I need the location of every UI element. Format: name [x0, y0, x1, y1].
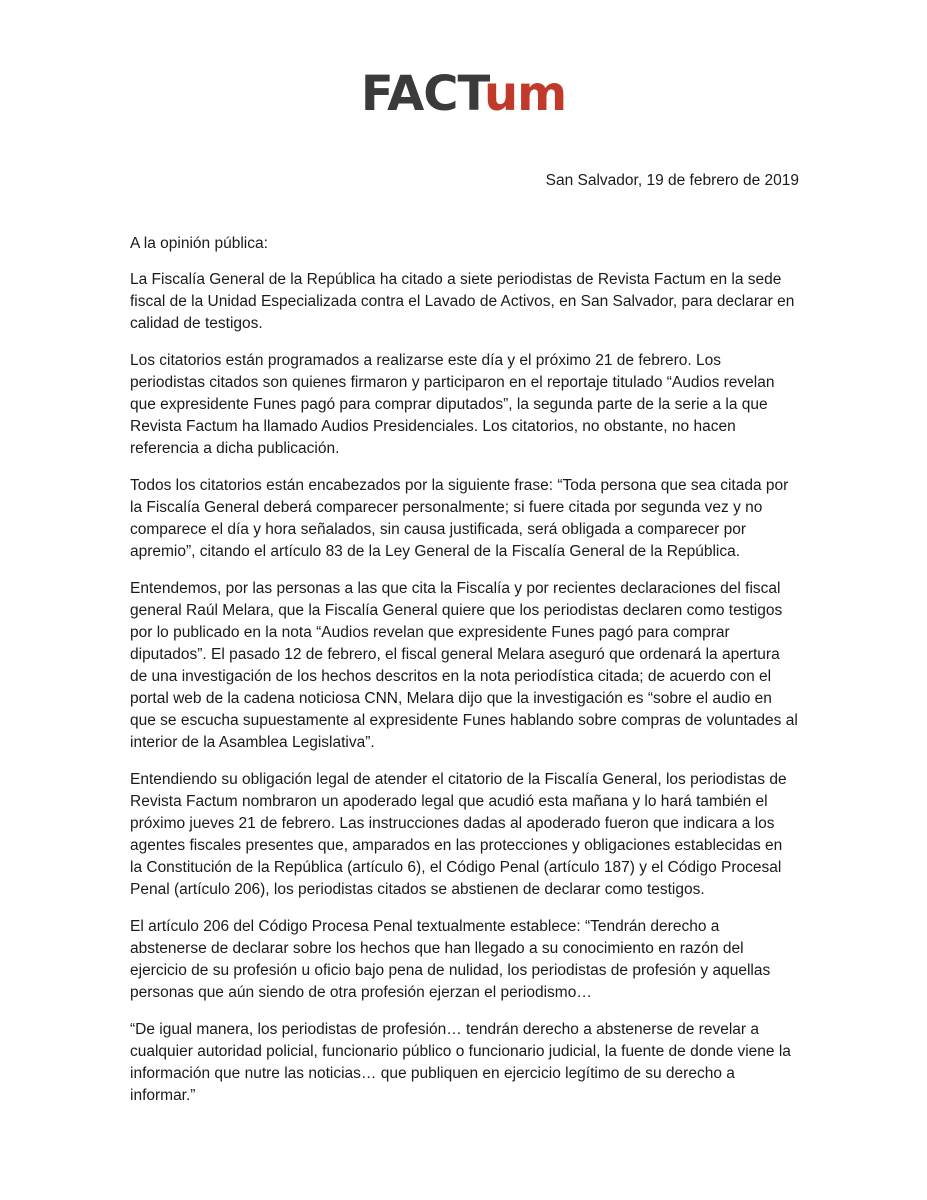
paragraph-3: Todos los citatorios están encabezados por la siguiente frase: “Toda persona que sea citada por la Fiscalía General deberá comparecer personalmente; si fuere citada por segunda vez y no comparece el día y hora señalados, sin causa justificada, será obligada a comparecer por apremio”, citando el artículo 83 de la Ley General de la Fiscalía General de la República. — [130, 477, 789, 560]
logo-text-fact: FACT — [360, 66, 484, 122]
paragraph-1: La Fiscalía General de la República ha citado a siete periodistas de Revista Factum en la sede fiscal de la Unidad Especializada contra el Lavado de Activos, en San Salvador, para declarar en calidad de testigos. — [130, 271, 795, 332]
paragraph-7: “De igual manera, los periodistas de profesión… tendrán derecho a abstenerse de revelar a cualquier autoridad policial, funcionario público o funcionario judicial, la fuente de donde viene la información que nutre las noticias… que publiquen en ejercicio legítimo de su derecho a informar.” — [130, 1021, 791, 1104]
paragraph-6: El artículo 206 del Código Procesa Penal textualmente establece: “Tendrán derecho a abstenerse de declarar sobre los hechos que han llegado a su conocimiento en razón del ejercicio de su profesión u oficio bajo pena de nulidad, los periodistas de profesión y aquellas personas que aún siendo de otra profesión ejerzan el periodismo… — [130, 918, 771, 1001]
letter-body — [130, 233, 798, 1122]
factum-logo — [0, 66, 927, 122]
paragraph-4: Entendemos, por las personas a las que cita la Fiscalía y por recientes declaraciones del fiscal general Raúl Melara, que la Fiscalía General quiere que los periodistas declaren como testigos por lo publicado en la nota “Audios revelan que expresidente Funes pagó para comprar diputados”. El pasado 12 de febrero, el fiscal general Melara aseguró que ordenará la apertura de una investigación de los hechos descritos en la nota periodística citada; de acuerdo con el portal web de la cadena noticiosa CNN, Melara dijo que la investigación es “sobre el audio en que se escucha supuestamente al expresidente Funes hablando sobre compras de voluntades al interior de la Asamblea Legislativa”. — [130, 580, 798, 751]
logo-text-um: um — [483, 66, 567, 122]
paragraph-5: Entendiendo su obligación legal de atender el citatorio de la Fiscalía General, los periodistas de Revista Factum nombraron un apoderado legal que acudió esta mañana y lo hará también el próximo jueves 21 de febrero. Las instrucciones dadas al apoderado fueron que indicara a los agentes fiscales presentes que, amparados en las protecciones y obligaciones establecidas en la Constitución de la República (artículo 6), el Código Penal (artículo 187) y el Código Procesal Penal (artículo 206), los periodistas citados se abstienen de declarar como testigos. — [130, 771, 787, 898]
paragraph-2: Los citatorios están programados a realizarse este día y el próximo 21 de febrero. Los periodistas citados son quienes firmaron y participaron en el reportaje titulado “Audios revelan que expresidente Funes pagó para comprar diputados”, la segunda parte de la serie a la que Revista Factum ha llamado Audios Presidenciales. Los citatorios, no obstante, no hacen referencia a dicha publicación. — [130, 352, 775, 457]
dateline: San Salvador, 19 de febrero de 2019 — [545, 172, 799, 189]
greeting: A la opinión pública: — [130, 235, 268, 252]
